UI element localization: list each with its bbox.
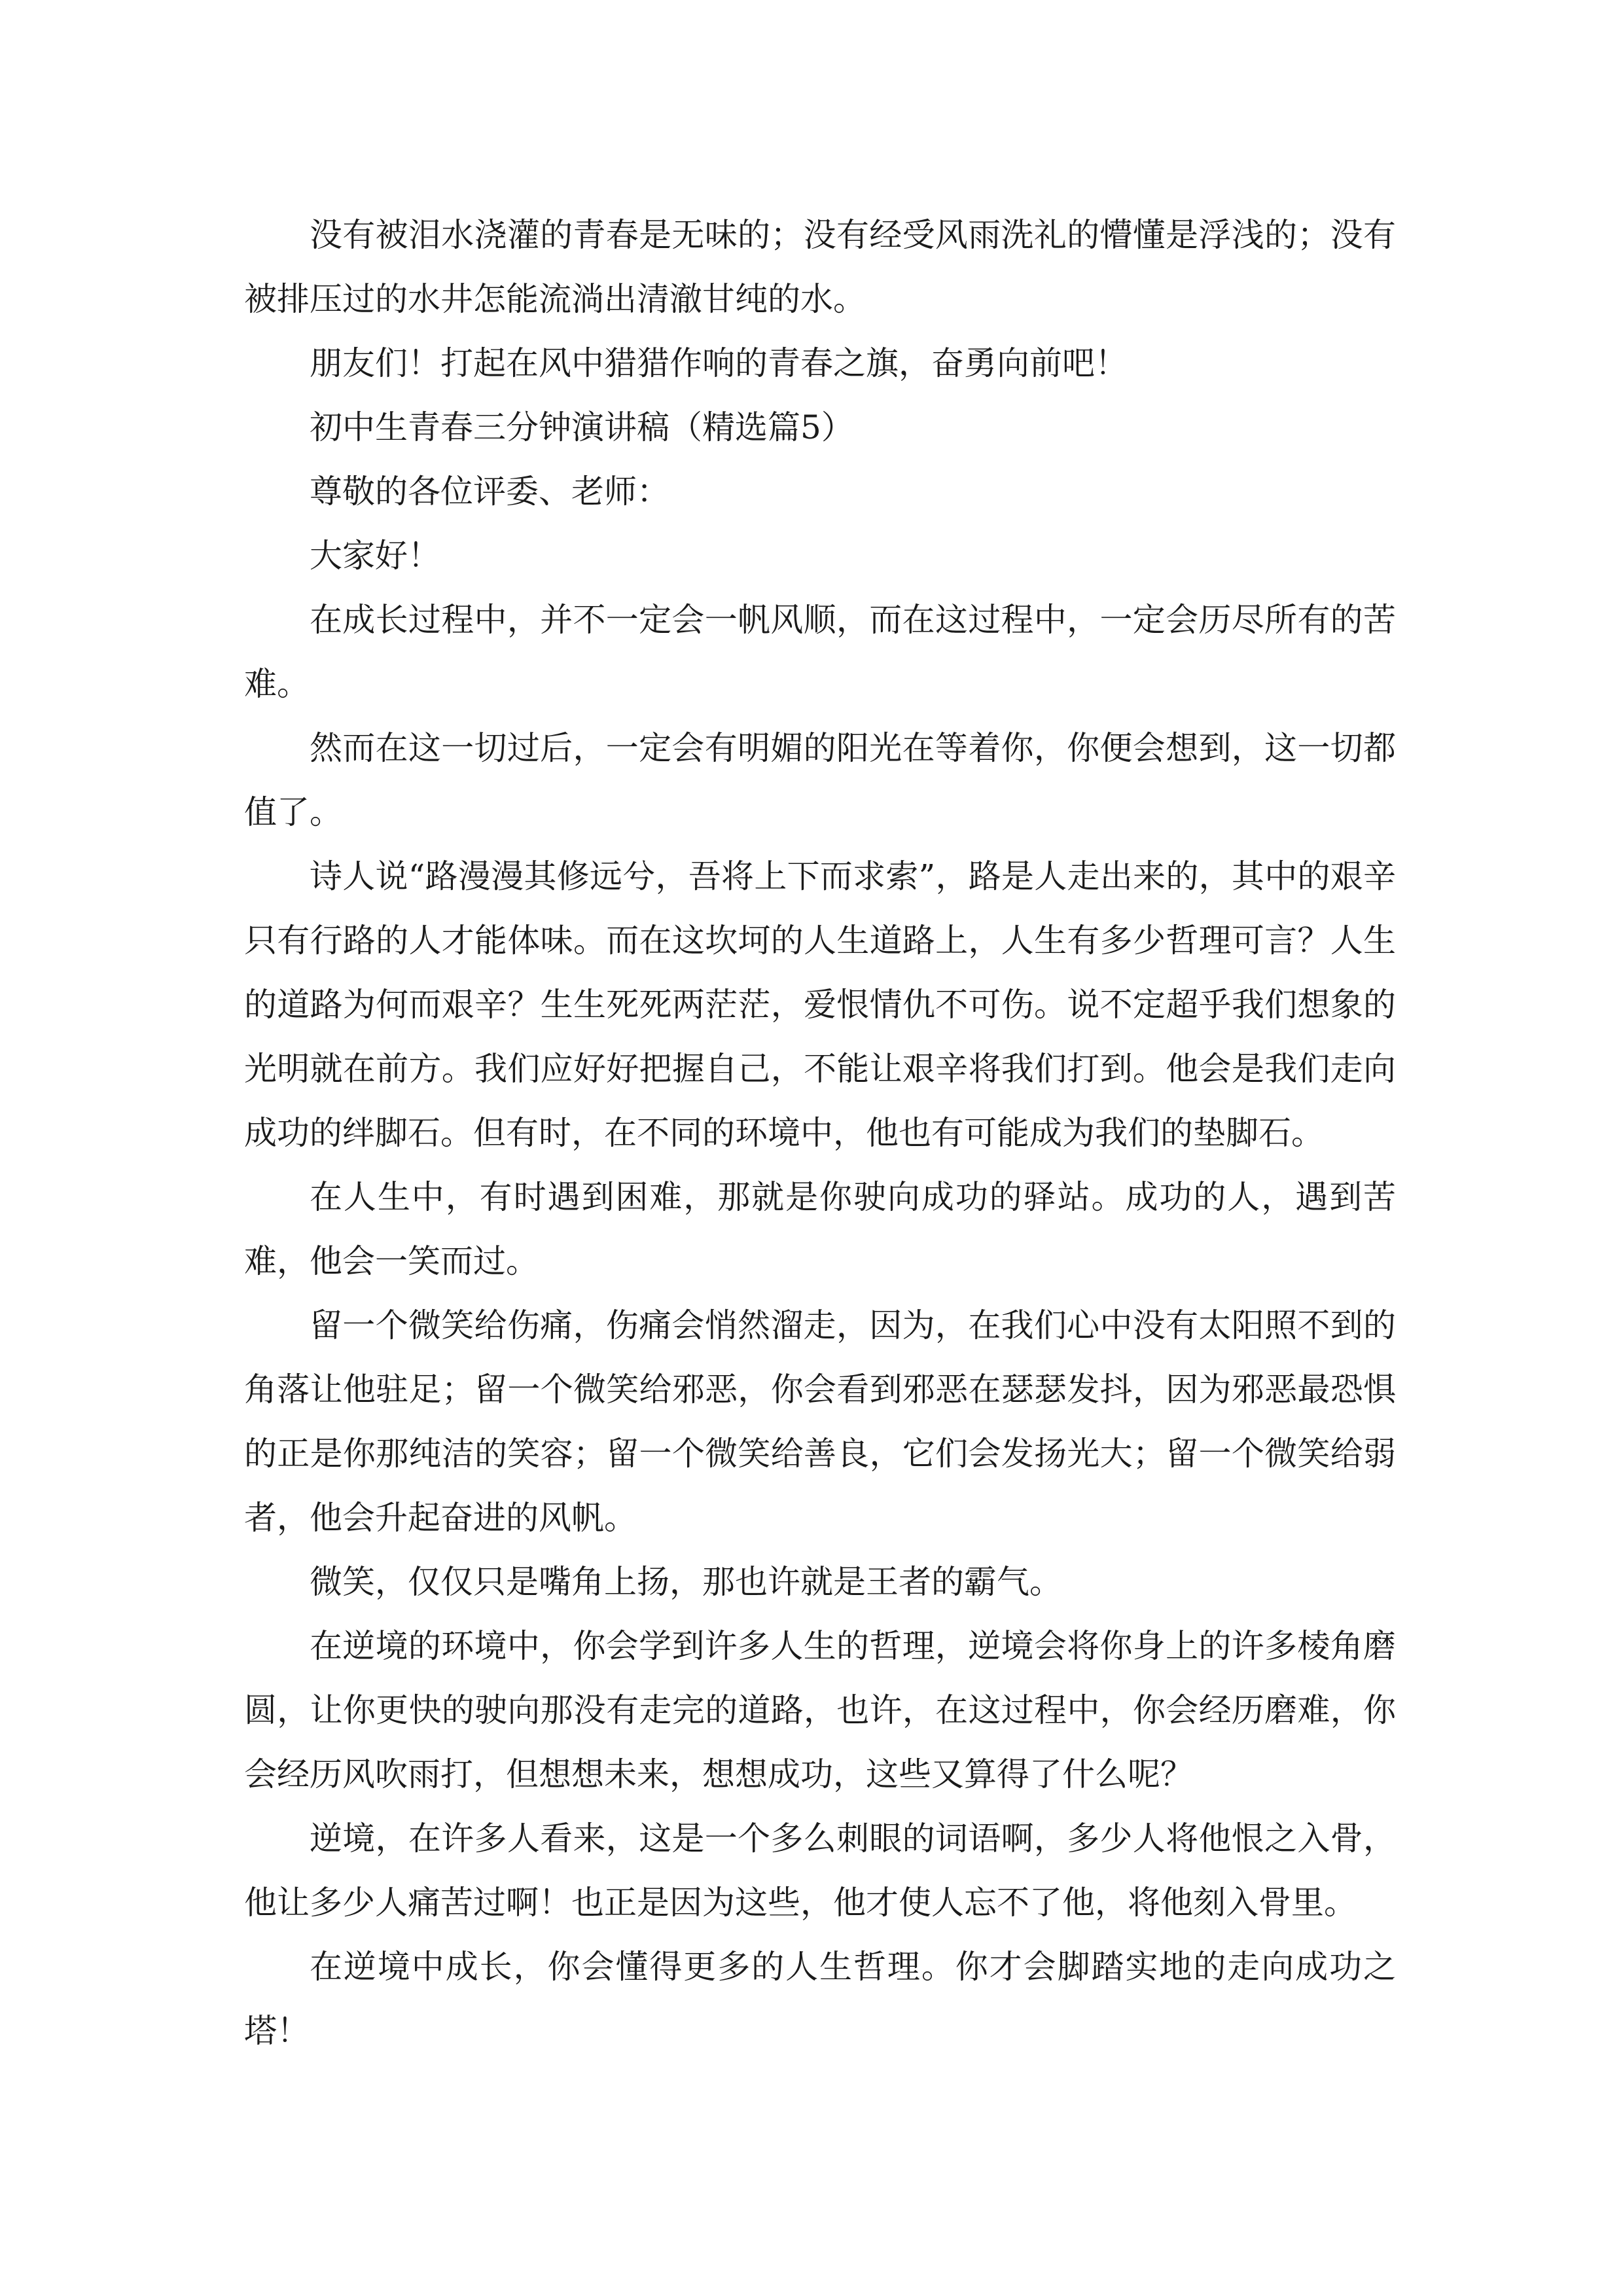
paragraph: 逆境，在许多人看来，这是一个多么刺眼的词语啊，多少人将他恨之入骨，他让多少人痛苦过啊！也正是因为这些，他才使人忘不了他，将他刻入骨里。 [244, 1820, 1396, 1922]
paragraph: 然而在这一切过后，一定会有明媚的阳光在等着你，你便会想到，这一切都值了。 [244, 729, 1396, 831]
paragraph: 在人生中，有时遇到困难，那就是你驶向成功的驿站。成功的人，遇到苦难，他会一笑而过。 [244, 1178, 1396, 1280]
document-body [244, 203, 1396, 2063]
paragraph: 诗人说“路漫漫其修远兮，吾将上下而求索”，路是人走出来的，其中的艰辛只有行路的人才能体味。而在这坎坷的人生道路上，人生有多少哲理可言？人生的道路为何而艰辛？生生死死两茫茫，爱恨情仇不可伤。说不定超乎我们想象的光明就在前方。我们应好好把握自己，不能让艰辛将我们打到。他会是我们走向成功的绊脚石。但有时，在不同的环境中，他也有可能成为我们的垫脚石。 [244, 857, 1396, 1152]
paragraph: 在成长过程中，并不一定会一帆风顺，而在这过程中，一定会历尽所有的苦难。 [244, 601, 1396, 703]
paragraph: 留一个微笑给伤痛，伤痛会悄然溜走，因为，在我们心中没有太阳照不到的角落让他驻足；留一个微笑给邪恶，你会看到邪恶在瑟瑟发抖，因为邪恶最恐惧的正是你那纯洁的笑容；留一个微笑给善良，它们会发扬光大；留一个微笑给弱者，他会升起奋进的风帆。 [244, 1306, 1396, 1537]
section-title: 初中生青春三分钟演讲稿（精选篇5） [310, 408, 854, 446]
paragraph: 没有被泪水浇灌的青春是无味的；没有经受风雨洗礼的懵懂是浮浅的；没有被排压过的水井怎能流淌出清澈甘纯的水。 [244, 216, 1396, 318]
salutation: 尊敬的各位评委、老师： [310, 473, 669, 511]
paragraph: 微笑，仅仅只是嘴角上扬，那也许就是王者的霸气。 [310, 1563, 1062, 1601]
paragraph: 朋友们！打起在风中猎猎作响的青春之旗，奋勇向前吧！ [310, 344, 1128, 382]
paragraph: 在逆境中成长，你会懂得更多的人生哲理。你才会脚踏实地的走向成功之塔！ [244, 1948, 1396, 2050]
paragraph: 在逆境的环境中，你会学到许多人生的哲理，逆境会将你身上的许多棱角磨圆，让你更快的驶向那没有走完的道路，也许，在这过程中，你会经历磨难，你会经历风吹雨打，但想想未来，想想成功，这些又算得了什么呢？ [244, 1627, 1396, 1793]
greeting: 大家好！ [310, 537, 440, 575]
